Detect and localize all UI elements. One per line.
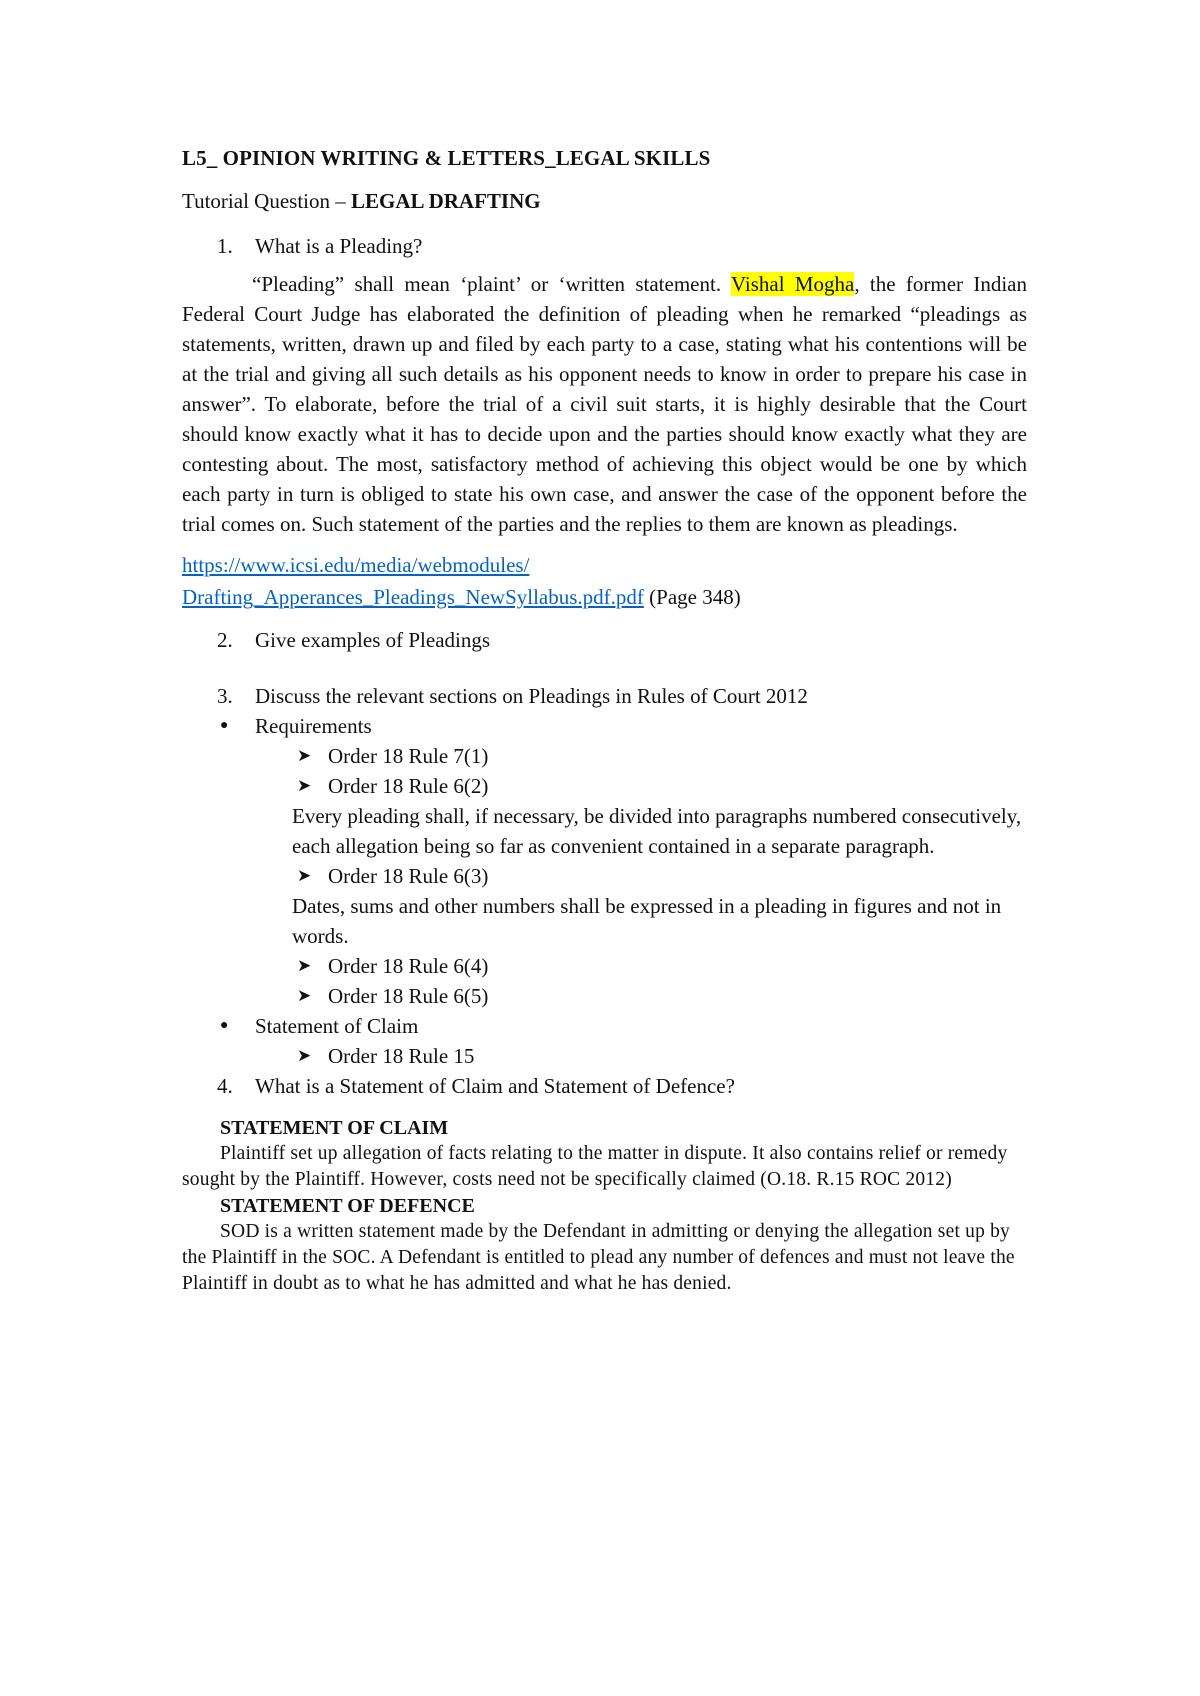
soc-text xyxy=(182,1141,1027,1193)
sod-heading: STATEMENT OF DEFENCE xyxy=(220,1195,475,1217)
question-number: 1. xyxy=(217,234,233,258)
bullet-label: Requirements xyxy=(255,714,372,738)
arrow-item-label: Order 18 Rule 15 xyxy=(328,1044,475,1068)
arrowhead-bullet-icon: ➤ xyxy=(297,1046,312,1065)
highlighted-name: Vishal Mogha xyxy=(731,272,855,296)
question-text: What is a Statement of Claim and Statement of Defence? xyxy=(255,1074,735,1098)
reference-link-block xyxy=(182,549,1027,613)
question-text: Discuss the relevant sections on Pleadings in Rules of Court 2012 xyxy=(255,684,808,708)
arrow-item xyxy=(182,951,1027,981)
arrowhead-bullet-icon: ➤ xyxy=(297,956,312,975)
rule-note: Dates, sums and other numbers shall be expressed in a pleading in figures and not in words. xyxy=(292,894,1002,948)
question-number: 3. xyxy=(217,684,233,708)
bullet-statement-of-claim xyxy=(182,1011,1027,1041)
subtitle-bold: LEGAL DRAFTING xyxy=(350,189,541,213)
question-text: What is a Pleading? xyxy=(255,234,423,258)
arrow-item-label: Order 18 Rule 6(4) xyxy=(328,954,489,978)
document-subtitle xyxy=(182,189,1027,214)
question-number: 2. xyxy=(217,628,233,652)
soc-heading: STATEMENT OF CLAIM xyxy=(220,1117,449,1139)
answer-1-paragraph xyxy=(182,269,1027,539)
arrowhead-bullet-icon: ➤ xyxy=(297,776,312,795)
soc-text-body: Plaintiff set up allegation of facts relating to the matter in dispute. It also contains relief or remedy sought by the Plaintiff. However, costs need not be specifically claimed (O.18. R.15 ROC 2012) xyxy=(182,1143,1008,1190)
arrowhead-bullet-icon: ➤ xyxy=(297,986,312,1005)
subtitle-prefix: Tutorial Question – xyxy=(182,189,351,213)
document-page xyxy=(182,146,1027,1297)
reference-link-line1[interactable]: https://www.icsi.edu/media/webmodules/ xyxy=(182,553,530,577)
arrow-item-label: Order 18 Rule 6(3) xyxy=(328,864,489,888)
filled-circle-icon: ● xyxy=(220,718,229,733)
sod-text xyxy=(182,1219,1027,1297)
sod-text-body: SOD is a written statement made by the Defendant in admitting or denying the allegation set up by the Plaintiff in the SOC. A Defendant is entitled to plead any number of defences and must not leave the Plaintiff in doubt as to what he has admitted and what he has denied. xyxy=(182,1221,1015,1294)
question-text: Give examples of Pleadings xyxy=(255,628,491,652)
arrow-item-label: Order 18 Rule 6(2) xyxy=(328,774,489,798)
reference-page: (Page 348) xyxy=(643,585,741,609)
rule-note: Every pleading shall, if necessary, be divided into paragraphs numbered consecutively, each allegation being so far as convenient contained in a separate paragraph. xyxy=(292,804,1022,858)
answer-1-part1: “Pleading” shall mean ‘plaint’ or ‘written statement. xyxy=(252,272,731,296)
answer-1-part2: , the former Indian Federal Court Judge has elaborated the definition of pleading when he remarked “pleadings as statements, written, drawn up and filed by each party to a case, stating what his contentions will be at the trial and giving all such details as his opponent needs to know in order to prepare his case in answer”. To elaborate, before the trial of a civil suit starts, it is highly desirable that the Court should know exactly what it has to decide upon and the parties should know exactly what they are contesting about. The most, satisfactory method of achieving this object would be one by which each party in turn is obliged to state his own case, and answer the case of the opponent before the trial comes on. Such statement of the parties and the replies to them are known as pleadings. xyxy=(182,272,1027,536)
bullet-requirements xyxy=(182,711,1027,741)
question-2 xyxy=(182,625,1027,655)
arrow-item xyxy=(182,741,1027,771)
question-3 xyxy=(182,681,1027,711)
question-1 xyxy=(182,231,1027,261)
arrow-item xyxy=(182,771,1027,801)
reference-link-line2[interactable]: Drafting_Apperances_Pleadings_NewSyllabus.pdf.pdf xyxy=(182,585,644,609)
document-title: L5_ OPINION WRITING & LETTERS_LEGAL SKILLS xyxy=(182,146,711,170)
arrow-item-label: Order 18 Rule 7(1) xyxy=(328,744,489,768)
question-4 xyxy=(182,1071,1027,1101)
arrow-item xyxy=(182,981,1027,1011)
bullet-label: Statement of Claim xyxy=(255,1014,419,1038)
arrow-item-label: Order 18 Rule 6(5) xyxy=(328,984,489,1008)
arrowhead-bullet-icon: ➤ xyxy=(297,746,312,765)
arrow-item xyxy=(182,1041,1027,1071)
arrow-item xyxy=(182,861,1027,891)
arrowhead-bullet-icon: ➤ xyxy=(297,866,312,885)
question-number: 4. xyxy=(217,1074,233,1098)
filled-circle-icon: ● xyxy=(220,1018,229,1033)
